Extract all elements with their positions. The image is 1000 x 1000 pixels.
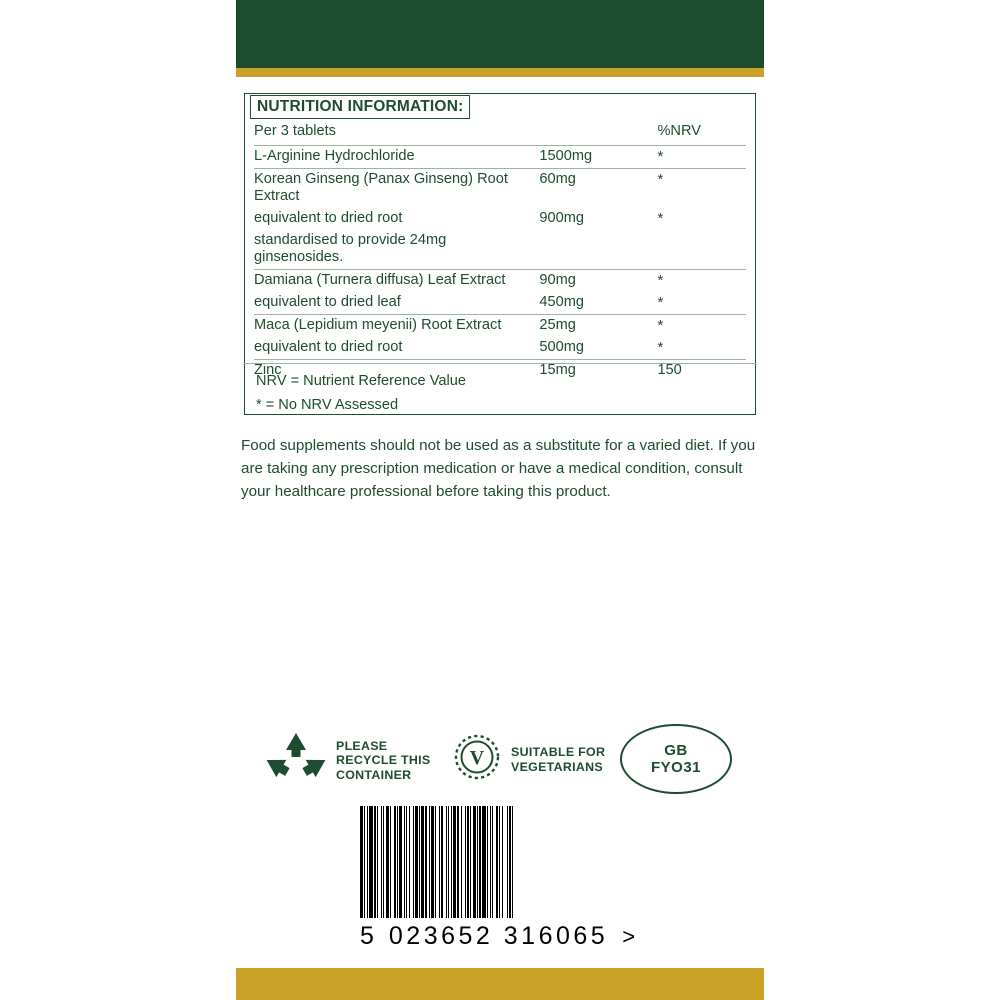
table-row [254, 230, 746, 270]
recycle-label [336, 739, 430, 783]
table-row [254, 292, 746, 315]
nutrient-amount: 60mg [539, 169, 657, 209]
table-row [254, 270, 746, 293]
nutrient-amount: 90mg [539, 270, 657, 293]
approval-oval-badge [620, 724, 732, 794]
nutrient-name: equivalent to dried root [254, 339, 403, 355]
recycle-badge [265, 730, 430, 791]
nrv-header: %NRV [657, 123, 701, 139]
nutrient-amount [539, 230, 657, 270]
nutrient-name: standardised to provide 24mg ginsenosides. [254, 232, 447, 265]
nutrition-information-title: NUTRITION INFORMATION: [250, 95, 470, 119]
table-row [254, 337, 746, 360]
table-header-row [254, 121, 746, 146]
bottom-gold-band [236, 968, 764, 1000]
svg-text:V: V [469, 747, 485, 769]
barcode-lead-digit: 5 [360, 922, 377, 950]
icon-row [260, 718, 740, 802]
footnote-nrv: NRV = Nutrient Reference Value [256, 373, 466, 389]
nutrient-name: Damiana (Turnera diffusa) Leaf Extract [254, 270, 539, 293]
approval-country-code: GB [664, 742, 688, 759]
barcode-trailing-marker: > [622, 924, 639, 949]
barcode-bars [360, 806, 650, 918]
nutrient-amount: 450mg [539, 294, 584, 310]
recycle-line-1: PLEASE [336, 738, 388, 753]
nutrition-table-container [244, 93, 756, 382]
nutrient-nrv: * [657, 169, 746, 209]
nutrient-amount: 15mg [539, 360, 657, 383]
nutrition-footnotes [256, 369, 466, 417]
nutrient-name: Korean Ginseng (Panax Ginseng) Root Extract [254, 169, 539, 209]
barcode-main-digits: 023652 316065 [388, 922, 609, 950]
nutrient-amount: 1500mg [539, 146, 657, 169]
recycle-line-3: CONTAINER [336, 767, 412, 782]
nutrition-table [254, 121, 746, 382]
vegetarian-v-icon [452, 732, 502, 787]
nutrient-nrv: * [657, 294, 664, 311]
recycle-line-2: RECYCLE THIS [336, 753, 431, 768]
vegetarian-line-2: VEGETARIANS [511, 759, 603, 774]
table-row [254, 315, 746, 338]
table-row [254, 208, 746, 230]
nutrient-nrv: * [657, 210, 664, 227]
nutrient-amount: 25mg [539, 315, 657, 338]
disclaimer-text: Food supplements should not be used as a substitute for a varied diet. If you are taking any prescription medication or have a medical condition, consult your healthcare professional before taking this product. [241, 437, 756, 500]
nutrient-name: L-Arginine Hydrochloride [254, 146, 539, 169]
barcode [360, 806, 650, 951]
nutrient-name: Zinc [254, 360, 539, 383]
approval-code: FYO31 [650, 759, 702, 776]
serving-label: Per 3 tablets [254, 123, 336, 139]
nutrient-name: equivalent to dried leaf [254, 294, 401, 310]
vegetarian-badge [452, 732, 605, 787]
nutrient-nrv: * [657, 339, 664, 356]
top-gold-rule [236, 68, 764, 77]
footnote-star: * = No NRV Assessed [256, 397, 399, 413]
nutrient-amount: 500mg [539, 339, 584, 355]
vegetarian-label [511, 745, 605, 774]
top-green-band [236, 0, 764, 68]
barcode-digits [360, 922, 650, 951]
amount-header [539, 121, 657, 146]
vegetarian-line-1: SUITABLE FOR [511, 745, 606, 759]
table-row [254, 169, 746, 209]
nutrient-name: Maca (Lepidium meyenii) Root Extract [254, 315, 539, 338]
nutrient-nrv: * [657, 270, 746, 293]
nutrient-name: equivalent to dried root [254, 210, 403, 226]
nutrient-nrv: 150 [657, 360, 746, 383]
table-row [254, 146, 746, 169]
nutrient-nrv [657, 230, 746, 270]
barcode-bar [513, 806, 516, 918]
recycle-icon [265, 730, 327, 791]
nutrient-nrv: * [657, 315, 746, 338]
nutrient-amount: 900mg [539, 210, 584, 226]
footnote-divider [244, 363, 756, 364]
nutrient-nrv: * [657, 146, 746, 169]
